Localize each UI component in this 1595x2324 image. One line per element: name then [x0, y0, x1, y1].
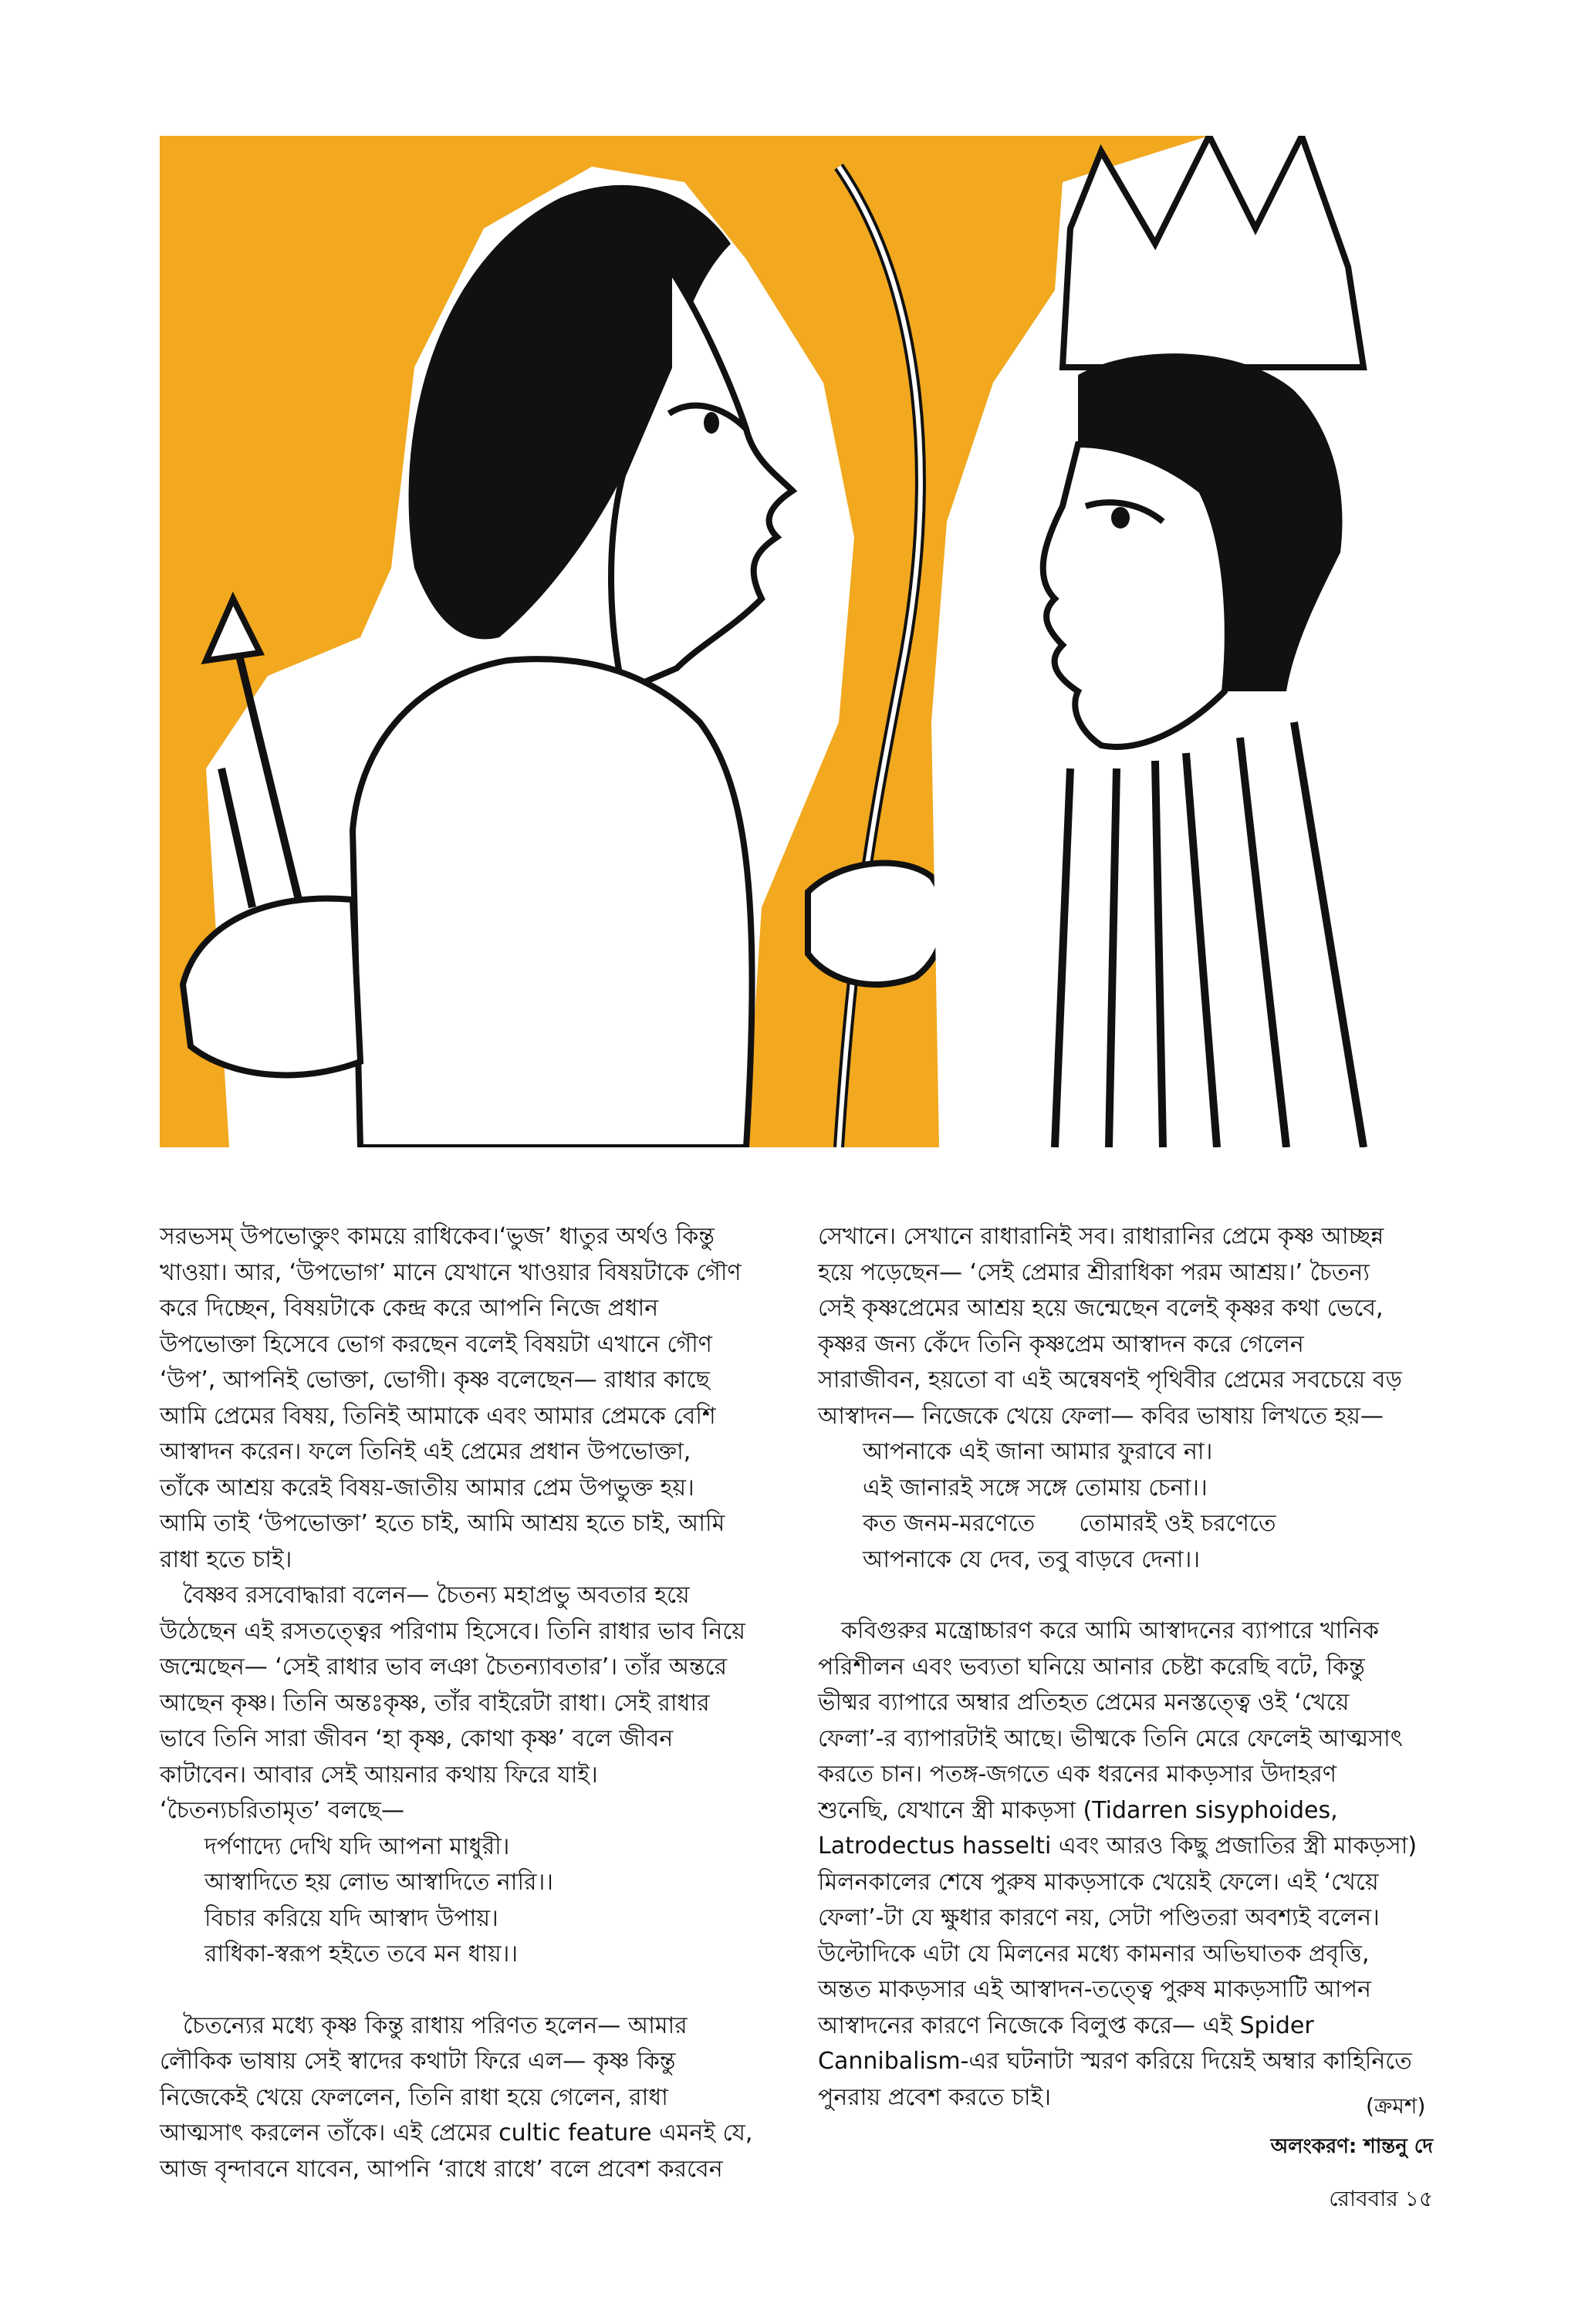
text-line: ‘উপ’, আপনিই ভোক্তা, ভোগী। কৃষ্ণ বলেছেন— রাধার কাছে [160, 1366, 710, 1393]
poem-line: আপনাকে এই জানা আমার ফুরাবে না। [863, 1438, 1213, 1465]
poem [818, 1434, 1435, 1578]
paragraph [160, 2008, 765, 2188]
poem-line: কত জনম-মরণেতে তোমারই ওই চরণেতে [863, 1510, 1276, 1537]
poem-line: আপনাকে যে দেব, তবু বাড়বে দেনা।। [863, 1545, 1201, 1573]
illustration [160, 136, 1433, 1147]
text-line: আমি প্রেমের বিষয়, তিনিই আমাকে এবং আমার প্রেমকে বেশি [160, 1402, 716, 1430]
right-column [818, 1219, 1435, 2116]
text-line: Latrodectus hasselti এবং আরও কিছু প্রজাতির স্ত্রী মাকড়সা) [818, 1833, 1418, 1860]
text-line: সেখানে। সেখানে রাধারানিই সব। রাধারানির প্রেমে কৃষ্ণ আচ্ছন্ন [818, 1223, 1384, 1250]
text-line: আস্বাদন— নিজেকে খেয়ে ফেলা— কবির ভাষায় লিখতে হয়— [818, 1402, 1384, 1430]
text-line: আমি তাই ‘উপভোক্তা’ হতে চাই, আমি আশ্রয় হতে চাই, আমি [160, 1510, 725, 1537]
left-column [160, 1219, 765, 2187]
text-line: ফেলা’-র ব্যাপারটাই আছে। ভীষ্মকে তিনি মেরে ফেলেই আত্মসাৎ [818, 1724, 1403, 1752]
paragraph [160, 1578, 765, 1829]
text-line: খাওয়া। আর, ‘উপভোগ’ মানে যেখানে খাওয়ার বিষয়টাকে গৌণ [160, 1258, 742, 1286]
paragraph [818, 1613, 1435, 2116]
illustration-credit: অলংকরণ: শান্তনু দে [1270, 2135, 1433, 2158]
text-line: মিলনকালের শেষে পুরুষ মাকড়সাকে খেয়েই ফেলে। এই ‘খেয়ে [818, 1868, 1379, 1896]
paragraph [818, 1219, 1435, 1434]
poem-line: এই জানারই সঙ্গে সঙ্গে তোমায় চেনা।। [863, 1474, 1208, 1501]
text-line: আত্মসাৎ করলেন তাঁকে। এই প্রেমের cultic feature এমনই যে, [160, 2120, 753, 2147]
text-line: কাটাবেন। আবার সেই আয়নার কথায় ফিরে যাই। [160, 1761, 598, 1789]
text-line: সরভসম্‌ উপভোক্তুং কাময়ে রাধিকেব।‘ভুজ’ ধাতুর অর্থও কিন্তু [160, 1223, 715, 1250]
text-line: আজ বৃন্দাবনে যাবেন, আপনি ‘রাধে রাধে’ বলে প্রবেশ করবেন [160, 2155, 723, 2183]
text-line: ভাবে তিনি সারা জীবন ‘হা কৃষ্ণ, কোথা কৃষ্ণ’ বলে জীবন [160, 1725, 674, 1752]
paragraph [160, 1219, 765, 1578]
text-line: সেই কৃষ্ণপ্রেমের আশ্রয় হয়ে জন্মেছেন বলেই কৃষ্ণর কথা ভেবে, [818, 1295, 1384, 1322]
text-line: কৃষ্ণর জন্য কেঁদে তিনি কৃষ্ণপ্রেম আস্বাদন করে গেলেন [818, 1330, 1304, 1358]
text-line: আস্বাদন করেন। ফলে তিনিই এই প্রেমের প্রধান উপভোক্তা, [160, 1438, 691, 1465]
text-line: ভীষ্মর ব্যাপারে অম্বার প্রতিহত প্রেমের মনস্তত্ত্বে ওই ‘খেয়ে [818, 1689, 1350, 1716]
text-line: করে দিচ্ছেন, বিষয়টাকে কেন্দ্র করে আপনি নিজে প্রধান [160, 1295, 659, 1322]
poem-line: বিচার করিয়ে যদি আস্বাদ উপায়। [204, 1904, 498, 1932]
poem [160, 1829, 765, 1973]
text-line: বৈষ্ণব রসবোদ্ধারা বলেন— চৈতন্য মহাপ্রভু অবতার হয়ে [183, 1582, 690, 1609]
text-line: চৈতন্যের মধ্যে কৃষ্ণ কিন্তু রাধায় পরিণত হলেন— আমার [183, 2012, 688, 2039]
page-footer: রোববার ১৫ [1329, 2186, 1433, 2211]
text-line: পরিশীলন এবং ভব্যতা ঘনিয়ে আনার চেষ্টা করেছি বটে, কিন্তু [818, 1653, 1365, 1681]
text-line: উল্টোদিকে এটা যে মিলনের মধ্যে কামনার অভিঘাতক প্রবৃত্তি, [818, 1940, 1370, 1968]
text-line: আছেন কৃষ্ণ। তিনি অন্তঃকৃষ্ণ, তাঁর বাইরেটা রাধা। সেই রাধার [160, 1689, 710, 1717]
text-line: রাধা হতে চাই। [160, 1545, 292, 1573]
text-line: জন্মেছেন— ‘সেই রাধার ভাব লঞা চৈতন্যাবতার’। তাঁর অন্তরে [160, 1653, 728, 1681]
text-line: শুনেছি, যেখানে স্ত্রী মাকড়সা (Tidarren sisyphoides, [818, 1796, 1338, 1824]
text-line: নিজেকেই খেয়ে ফেললেন, তিনি রাধা হয়ে গেলেন, রাধা [160, 2083, 668, 2111]
text-line: কবিগুরুর মন্ত্রোচ্চারণ করে আমি আস্বাদনের ব্যাপারে খানিক [841, 1617, 1379, 1644]
text-line: অন্তত মাকড়সার এই আস্বাদন-তত্ত্বে পুরুষ মাকড়সাটি আপন [818, 1976, 1371, 2003]
text-line: পুনরায় প্রবেশ করতে চাই। [818, 2083, 1051, 2111]
text-line: Cannibalism-এর ঘটনাটা স্মরণ করিয়ে দিয়েই অম্বার কাহিনিতে [818, 2048, 1412, 2075]
illustration-artwork [160, 136, 1433, 1147]
text-line: উঠেছেন এই রসতত্ত্বের পরিণাম হিসেবে। তিনি রাধার ভাব নিয়ে [160, 1617, 745, 1645]
text-line: সারাজীবন, হয়তো বা এই অন্বেষণই পৃথিবীর প্রেমের সবচেয়ে বড় [818, 1366, 1402, 1393]
poem-line: আস্বাদিতে হয় লোভ আস্বাদিতে নারি।। [204, 1869, 554, 1896]
text-line: লৌকিক ভাষায় সেই স্বাদের কথাটা ফিরে এল— কৃষ্ণ কিন্তু [160, 2048, 676, 2075]
poem-line: দর্পণাদ্যে দেখি যদি আপনা মাধুরী। [204, 1833, 510, 1860]
text-line: উপভোক্তা হিসেবে ভোগ করছেন বলেই বিষয়টা এখানে গৌণ [160, 1330, 712, 1358]
poem-line: রাধিকা-স্বরূপ হইতে তবে মন ধায়।। [204, 1941, 519, 1968]
text-line: ফেলা’-টা যে ক্ষুধার কারণে নয়, সেটা পণ্ডিতরা অবশ্যই বলেন। [818, 1904, 1380, 1931]
text-line: আস্বাদনের কারণে নিজেকে বিলুপ্ত করে— এই Spider [818, 2012, 1314, 2039]
text-line: তাঁকে আশ্রয় করেই বিষয়-জাতীয় আমার প্রেম উপভুক্ত হয়। [160, 1474, 694, 1501]
text-line: হয়ে পড়েছেন— ‘সেই প্রেমার শ্রীরাধিকা পরম আশ্রয়।’ চৈতন্য [818, 1258, 1370, 1286]
text-line: ‘চৈতন্যচরিতামৃত’ বলছে— [160, 1797, 404, 1824]
text-line: করতে চান। পতঙ্গ-জগতে এক ধরনের মাকড়সার উদাহরণ [818, 1761, 1337, 1788]
continued-marker: (ক্রমশ) [1366, 2093, 1426, 2119]
